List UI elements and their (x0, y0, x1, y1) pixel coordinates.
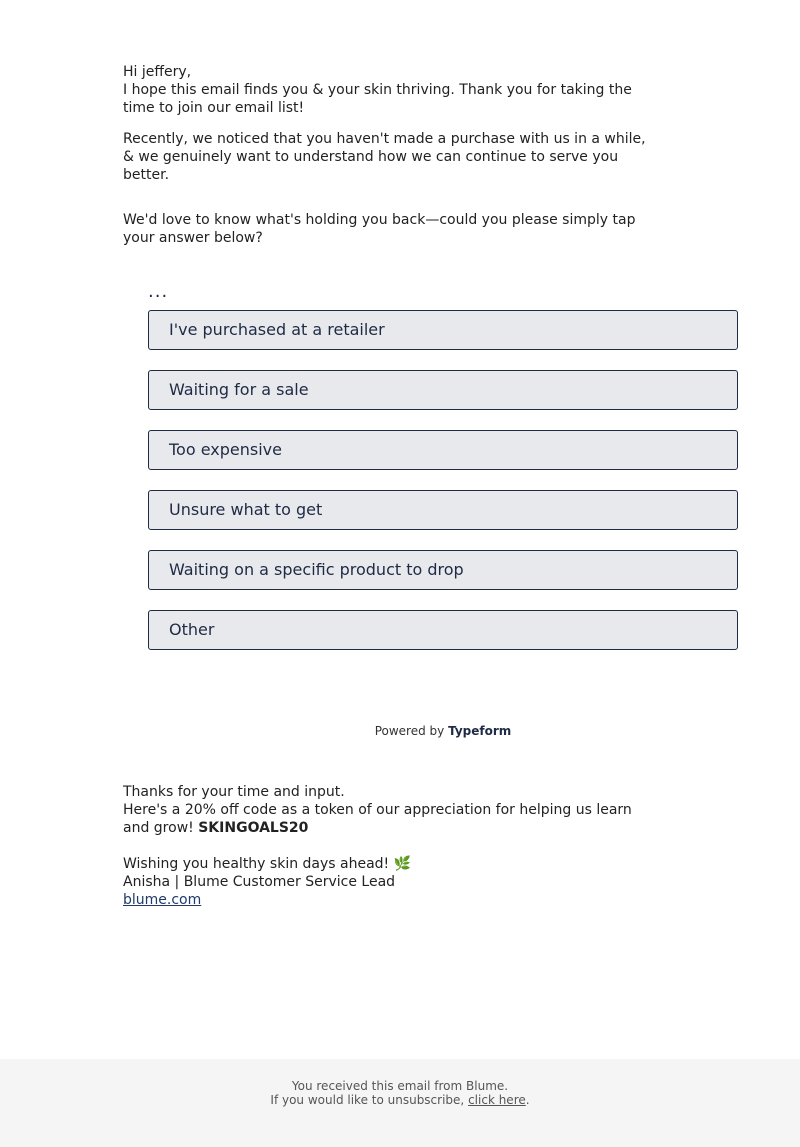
received-text: You received this email from Blume. (291, 1079, 509, 1093)
wish-text: Wishing you healthy skin days ahead! 🌿 (123, 856, 412, 872)
unsubscribe-prefix: If you would like to unsubscribe, (270, 1093, 465, 1107)
powered-by (0, 724, 800, 738)
intro-text: I hope this email finds you & your skin thriving. Thank you for taking the time to join our email list! (123, 82, 632, 116)
option-unsure[interactable]: Unsure what to get (148, 490, 738, 530)
option-waiting-sale[interactable]: Waiting for a sale (148, 370, 738, 410)
typeform-brand[interactable]: Typeform (448, 724, 512, 738)
email-footer (0, 1059, 800, 1147)
powered-prefix: Powered by (374, 724, 445, 738)
discount-code: SKINGOALS20 (198, 820, 309, 836)
option-too-expensive[interactable]: Too expensive (148, 430, 738, 470)
option-purchased-retailer[interactable]: I've purchased at a retailer (148, 310, 738, 350)
ask-text: We'd love to know what's holding you back—could you please simply tap your answer below? (123, 212, 636, 246)
unsubscribe-line (0, 1093, 800, 1107)
option-other[interactable]: Other (148, 610, 738, 650)
closing-section (123, 783, 651, 909)
unsubscribe-link[interactable]: click here (468, 1093, 526, 1107)
unsubscribe-suffix: . (525, 1093, 530, 1107)
signature: Anisha | Blume Customer Service Lead (123, 874, 396, 890)
noticed-text: Recently, we noticed that you haven't made a purchase with us in a while, & we genuinely want to understand how we can continue to serve you better. (123, 131, 646, 183)
option-waiting-product[interactable]: Waiting on a specific product to drop (148, 550, 738, 590)
greeting: Hi jeffery, (123, 64, 192, 80)
code-text: Here's a 20% off code as a token of our appreciation for helping us learn and grow! (123, 802, 632, 836)
site-link[interactable]: blume.com (123, 892, 202, 908)
code-line (123, 801, 651, 837)
survey-widget (148, 280, 738, 670)
thanks-text: Thanks for your time and input. (123, 784, 345, 800)
survey-question: ... (148, 281, 169, 302)
email-body (123, 63, 651, 247)
